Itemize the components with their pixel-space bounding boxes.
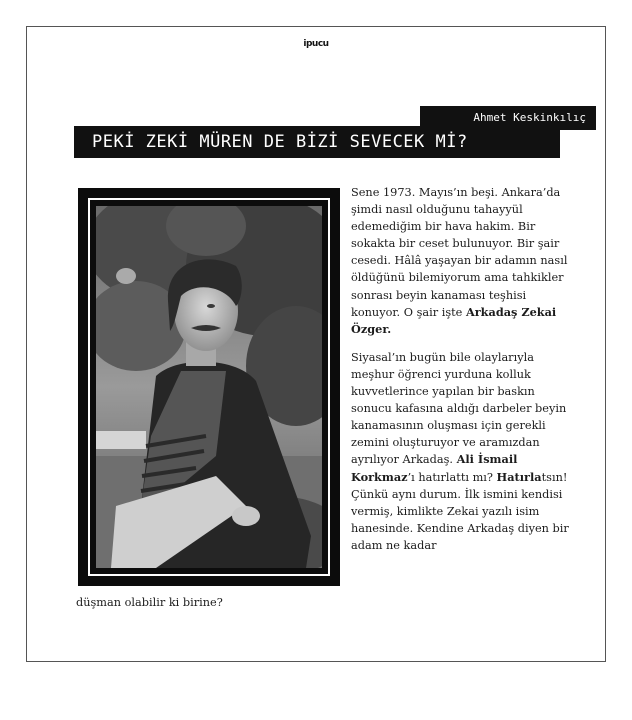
magazine-logo: ipucu xyxy=(303,39,329,49)
article-paragraph-2 xyxy=(351,349,569,554)
highlight-name: Ali İsmail Korkmaz xyxy=(351,452,518,484)
article-body xyxy=(351,184,569,554)
article-trailing-line: düşman olabilir ki birine? xyxy=(76,596,223,609)
poet-name: Arkadaş Zekai Özger. xyxy=(351,304,557,336)
paragraph-2-text-a: Siyasal’ın bugün bile olaylarıyla meşhur öğrenci yurduna kolluk kuvvetlerince yapılan bir baskın sonucu kafasına aldığı darbeler beyin kanamasının oluşması için gerekli zemini oluşturuyor ve aramızdan ayrılıyor Arkadaş. xyxy=(351,350,567,467)
author-name: Ahmet Keskinkılıç xyxy=(420,106,596,130)
portrait-photo-icon xyxy=(96,206,322,568)
article-title: PEKİ ZEKİ MÜREN DE BİZİ SEVECEK Mİ? xyxy=(74,126,560,158)
paragraph-1-text: Sene 1973. Mayıs’ın beşi. Ankara’da şimdi nasıl olduğunu tahayyül edemediğim bir hava hakim. Bir sokakta bir ceset bulunuyor. Bir şair cesedi. Hâlâ yaşayan bir adamın nasıl öldüğünü bilemiyorum ama tahkikler sonrası beyin kanaması teşhisi konuyor. O şair işte xyxy=(351,186,568,319)
article-paragraph-1 xyxy=(351,184,569,338)
paragraph-2-text-b: ’ı hatırlattı mı? xyxy=(407,470,497,484)
photo-frame xyxy=(78,188,340,586)
paragraph-2-text-c: tsın! Çünkü aynı durum. İlk ismini kendisi vermiş, kimlikte Zekai yazılı isim hanesinde. Kendine Arkadaş diyen bir adam ne kadar xyxy=(351,470,569,552)
highlight-word: Hatırla xyxy=(496,469,542,484)
